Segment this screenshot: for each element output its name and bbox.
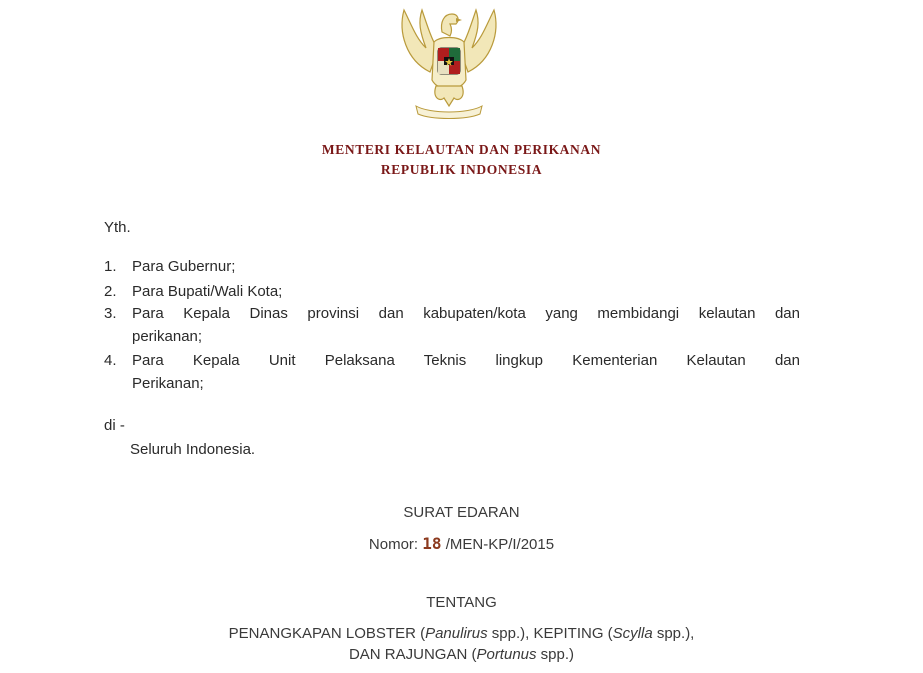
di-label: di - [104, 417, 125, 434]
ministry-title: MENTERI KELAUTAN DAN PERIKANAN [321, 142, 602, 157]
subject-text: PENANGKAPAN LOBSTER ( [228, 625, 426, 642]
document-number [0, 534, 923, 553]
subject-line-2 [0, 646, 923, 663]
list-number: 4. [104, 352, 117, 369]
list-number: 2. [104, 283, 117, 300]
subject-line-1 [0, 625, 923, 642]
list-item-continuation: Perikanan; [132, 375, 204, 392]
list-item: Para Bupati/Wali Kota; [132, 283, 283, 300]
document-type: SURAT EDARAN [403, 504, 520, 521]
genus-panulirus: Panulirus [425, 625, 488, 642]
list-item: Para Kepala Unit Pelaksana Teknis lingkup Kementerian Kelautan dan [132, 352, 800, 369]
subject-text: spp.), [652, 625, 695, 642]
genus-portunus: Portunus [476, 646, 537, 663]
genus-scylla: Scylla [612, 625, 653, 642]
subject-text: spp.) [536, 646, 575, 663]
salutation: Yth. [104, 219, 131, 236]
list-number: 1. [104, 258, 117, 275]
tentang-label: TENTANG [426, 594, 497, 611]
list-item-continuation: perikanan; [132, 328, 203, 345]
subject-text: spp.), KEPITING ( [487, 625, 613, 642]
nomor-suffix: /MEN-KP/I/2015 [445, 536, 555, 553]
place-text: Seluruh Indonesia. [130, 441, 256, 458]
list-number: 3. [104, 305, 117, 322]
garuda-emblem-icon [386, 2, 512, 124]
list-item: Para Gubernur; [132, 258, 236, 275]
nomor-label: Nomor: [368, 536, 419, 553]
subject-text: DAN RAJUNGAN ( [348, 646, 477, 663]
nomor-value: 18 [422, 534, 442, 553]
list-item: Para Kepala Dinas provinsi dan kabupaten/kota yang membidangi kelautan dan [132, 305, 800, 322]
country-title: REPUBLIK INDONESIA [380, 162, 543, 177]
